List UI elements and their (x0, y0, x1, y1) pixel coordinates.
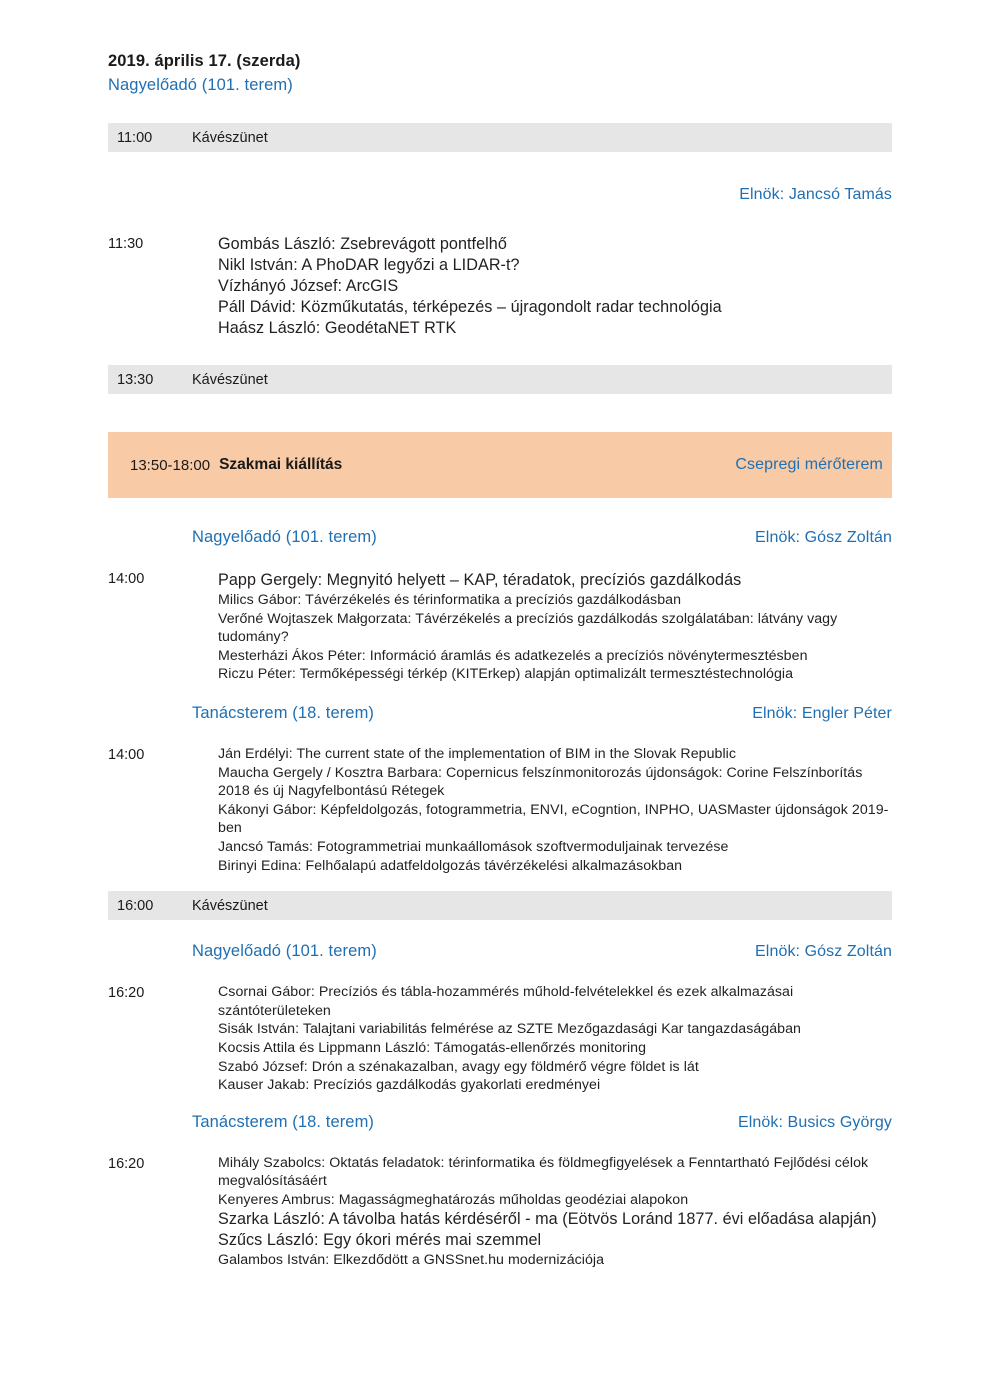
room-name: Tanácsterem (18. terem) (192, 1112, 375, 1131)
chair-engler: Elnök: Engler Péter (752, 704, 892, 722)
break-row (108, 365, 892, 394)
room-name: Tanácsterem (18. terem) (192, 703, 375, 722)
room-header-nagyeloado-1 (108, 528, 892, 547)
break-time: 16:00 (117, 897, 154, 914)
chair-gosz-2: Elnök: Gósz Zoltán (755, 943, 892, 961)
list-item: Kákonyi Gábor: Képfeldolgozás, fotogrammetria, ENVI, eCogntion, INPHO, UASMaster újdonságok 2019-ben (218, 801, 889, 837)
list-item: Kocsis Attila és Lippmann László: Támogatás-ellenőrzés monitoring (218, 1039, 647, 1056)
session-items (218, 745, 892, 875)
break-time: 11:00 (117, 129, 153, 146)
session-1400-tanacsterem (108, 745, 892, 875)
list-item: Milics Gábor: Távérzékelés és térinformatika a precíziós gazdálkodásban (218, 592, 682, 608)
break-label: Kávészünet (192, 897, 268, 914)
break-label: Kávészünet (192, 371, 268, 388)
list-item: Vízhányó József: ArcGIS (218, 277, 399, 295)
room-header-tanacsterem-2 (108, 1113, 892, 1132)
list-item: Verőné Wojtaszek Małgorzata: Távérzékelés a precíziós gazdálkodás szolgálatában: látvány vagy tudomány? (218, 610, 838, 646)
break-row (108, 891, 892, 920)
session-1130 (108, 234, 892, 339)
session-1400-nagyeloado (108, 569, 892, 684)
list-item: Nikl István: A PhoDAR legyőzi a LIDAR-t? (218, 256, 520, 274)
room-name: Nagyelőadó (101. terem) (192, 942, 377, 961)
list-item: Maucha Gergely / Kosztra Barbara: Copernicus felszínmonitorozás újdonságok: Corine Felszínborítás 2018 és új Nagyfelbontású Rétegek (218, 764, 863, 800)
list-item: Galambos István: Elkezdődött a GNSSnet.hu modernizációja (218, 1252, 605, 1269)
chair-gosz-1: Elnök: Gósz Zoltán (755, 529, 892, 546)
session-time: 14:00 (108, 571, 145, 587)
list-item: Csornai Gábor: Precíziós és tábla-hozammérés műhold-felvételekkel és ezek alkalmazásai szántóterületeken (218, 984, 794, 1019)
page-subtitle-room: Nagyelőadó (101. terem) (108, 76, 293, 94)
break-row (108, 123, 892, 152)
session-time: 16:20 (108, 1155, 145, 1172)
session-time: 14:00 (108, 746, 145, 763)
list-item-lead: Papp Gergely: Megnyitó helyett – KAP, téradatok, precíziós gazdálkodás (218, 571, 742, 589)
room-header-tanacsterem-1 (108, 704, 892, 723)
exhibition-title: Szakmai kiállítás (219, 456, 343, 473)
session-time: 11:30 (108, 236, 144, 252)
list-item: Szűcs László: Egy ókori mérés mai szemmel (218, 1231, 542, 1250)
room-name: Nagyelőadó (101. terem) (192, 528, 377, 546)
chair-jancso: Elnök: Jancsó Tamás (739, 186, 892, 203)
list-item: Riczu Péter: Termőképességi térkép (KITErkep) alapján optimalizált termesztéstechnológia (218, 666, 794, 683)
room-header-nagyeloado-2 (108, 942, 892, 961)
list-item: Mihály Szabolcs: Oktatás feladatok: térinformatika és földmegfigyelések a Fenntartható Fejlődési célok megvalósításáért (218, 1154, 869, 1190)
exhibition-banner (108, 432, 892, 498)
list-item: Jancsó Tamás: Fotogrammetriai munkaállomások szoftvermoduljainak tervezése (218, 838, 729, 855)
exhibition-time: 13:50-18:00 (130, 456, 211, 474)
list-item: Birinyi Edina: Felhőalapú adatfeldolgozás távérzékelési alkalmazásokban (218, 857, 683, 874)
break-time: 13:30 (117, 371, 154, 388)
page-title: 2019. április 17. (szerda) (108, 52, 301, 70)
session-1620-nagyeloado (108, 983, 892, 1095)
list-item: Gombás László: Zsebrevágott pontfelhő (218, 235, 507, 253)
list-item: Sisák István: Talajtani variabilitás felmérése az SZTE Mezőgazdasági Kar tangazdaságában (218, 1021, 801, 1038)
session-1620-tanacsterem (108, 1154, 892, 1270)
list-item: Mesterházi Ákos Péter: Információ áramlás és adatkezelés a precíziós növénytermesztésben (218, 647, 808, 664)
list-item: Ján Erdélyi: The current state of the implementation of BIM in the Slovak Republic (218, 745, 737, 762)
session-items (218, 1154, 892, 1270)
list-item: Kauser Jakab: Precíziós gazdálkodás gyakorlati eredményei (218, 1077, 601, 1094)
session-time: 16:20 (108, 985, 145, 1002)
list-item: Szarka László: A távolba hatás kérdéséről - ma (Eötvös Loránd 1877. évi előadása alapján) (218, 1210, 877, 1229)
break-label: Kávészünet (192, 129, 268, 146)
list-item: Kenyeres Ambrus: Magasságmeghatározás műholdas geodéziai alapokon (218, 1191, 689, 1208)
session-items (218, 983, 892, 1095)
list-item: Szabó József: Drón a szénakazalban, avagy egy földmérő végre földet is lát (218, 1058, 699, 1075)
session-items (218, 234, 892, 339)
exhibition-room: Csepregi mérőterem (735, 456, 883, 473)
list-item: Haász László: GeodétaNET RTK (218, 319, 457, 337)
list-item: Páll Dávid: Közműkutatás, térképezés – újragondolt radar technológia (218, 298, 722, 316)
session-items (218, 569, 892, 684)
chair-busics: Elnök: Busics György (737, 1113, 892, 1131)
